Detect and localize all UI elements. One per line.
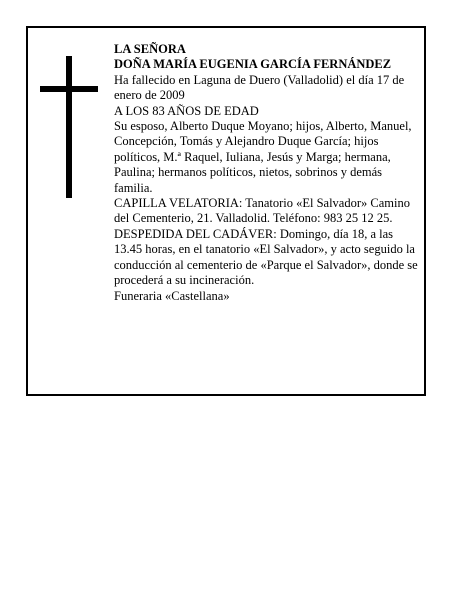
obituary-notice xyxy=(26,26,426,396)
cross-horizontal-bar xyxy=(40,86,98,92)
deceased-name: DOÑA MARÍA EUGENIA GARCÍA FERNÁNDEZ xyxy=(114,57,392,72)
chapel-info: CAPILLA VELATORIA: Tanatorio «El Salvador» Camino del Cementerio, 21. Valladolid. Teléfono: 983 25 12 25. xyxy=(114,196,410,226)
honorific: LA SEÑORA xyxy=(114,42,186,56)
death-statement: Ha fallecido en Laguna de Duero (Valladolid) el día 17 de enero de 2009 xyxy=(114,72,405,103)
funeral-home: Funeraria «Castellana» xyxy=(114,288,230,303)
family-list: Su esposo, Alberto Duque Moyano; hijos, Alberto, Manuel, Concepción, Tomás y Alejandro Duque García; hijos políticos, M.ª Raquel, Iuliana, Jesús y Marga; hermana, Paulina; hermanos políticos, nietos, sobrinos y demás familia. xyxy=(114,119,412,195)
farewell-info: DESPEDIDA DEL CADÁVER: Domingo, día 18, a las 13.45 horas, en el tanatorio «El Salvador», y acto seguido la conducción al cementerio de «Parque el Salvador», donde se procederá a su incineración. xyxy=(114,226,418,288)
latin-cross-icon xyxy=(40,56,98,198)
age-statement: A LOS 83 AÑOS DE EDAD xyxy=(114,103,259,118)
notice-text xyxy=(114,42,422,304)
cross-vertical-bar xyxy=(66,56,72,198)
